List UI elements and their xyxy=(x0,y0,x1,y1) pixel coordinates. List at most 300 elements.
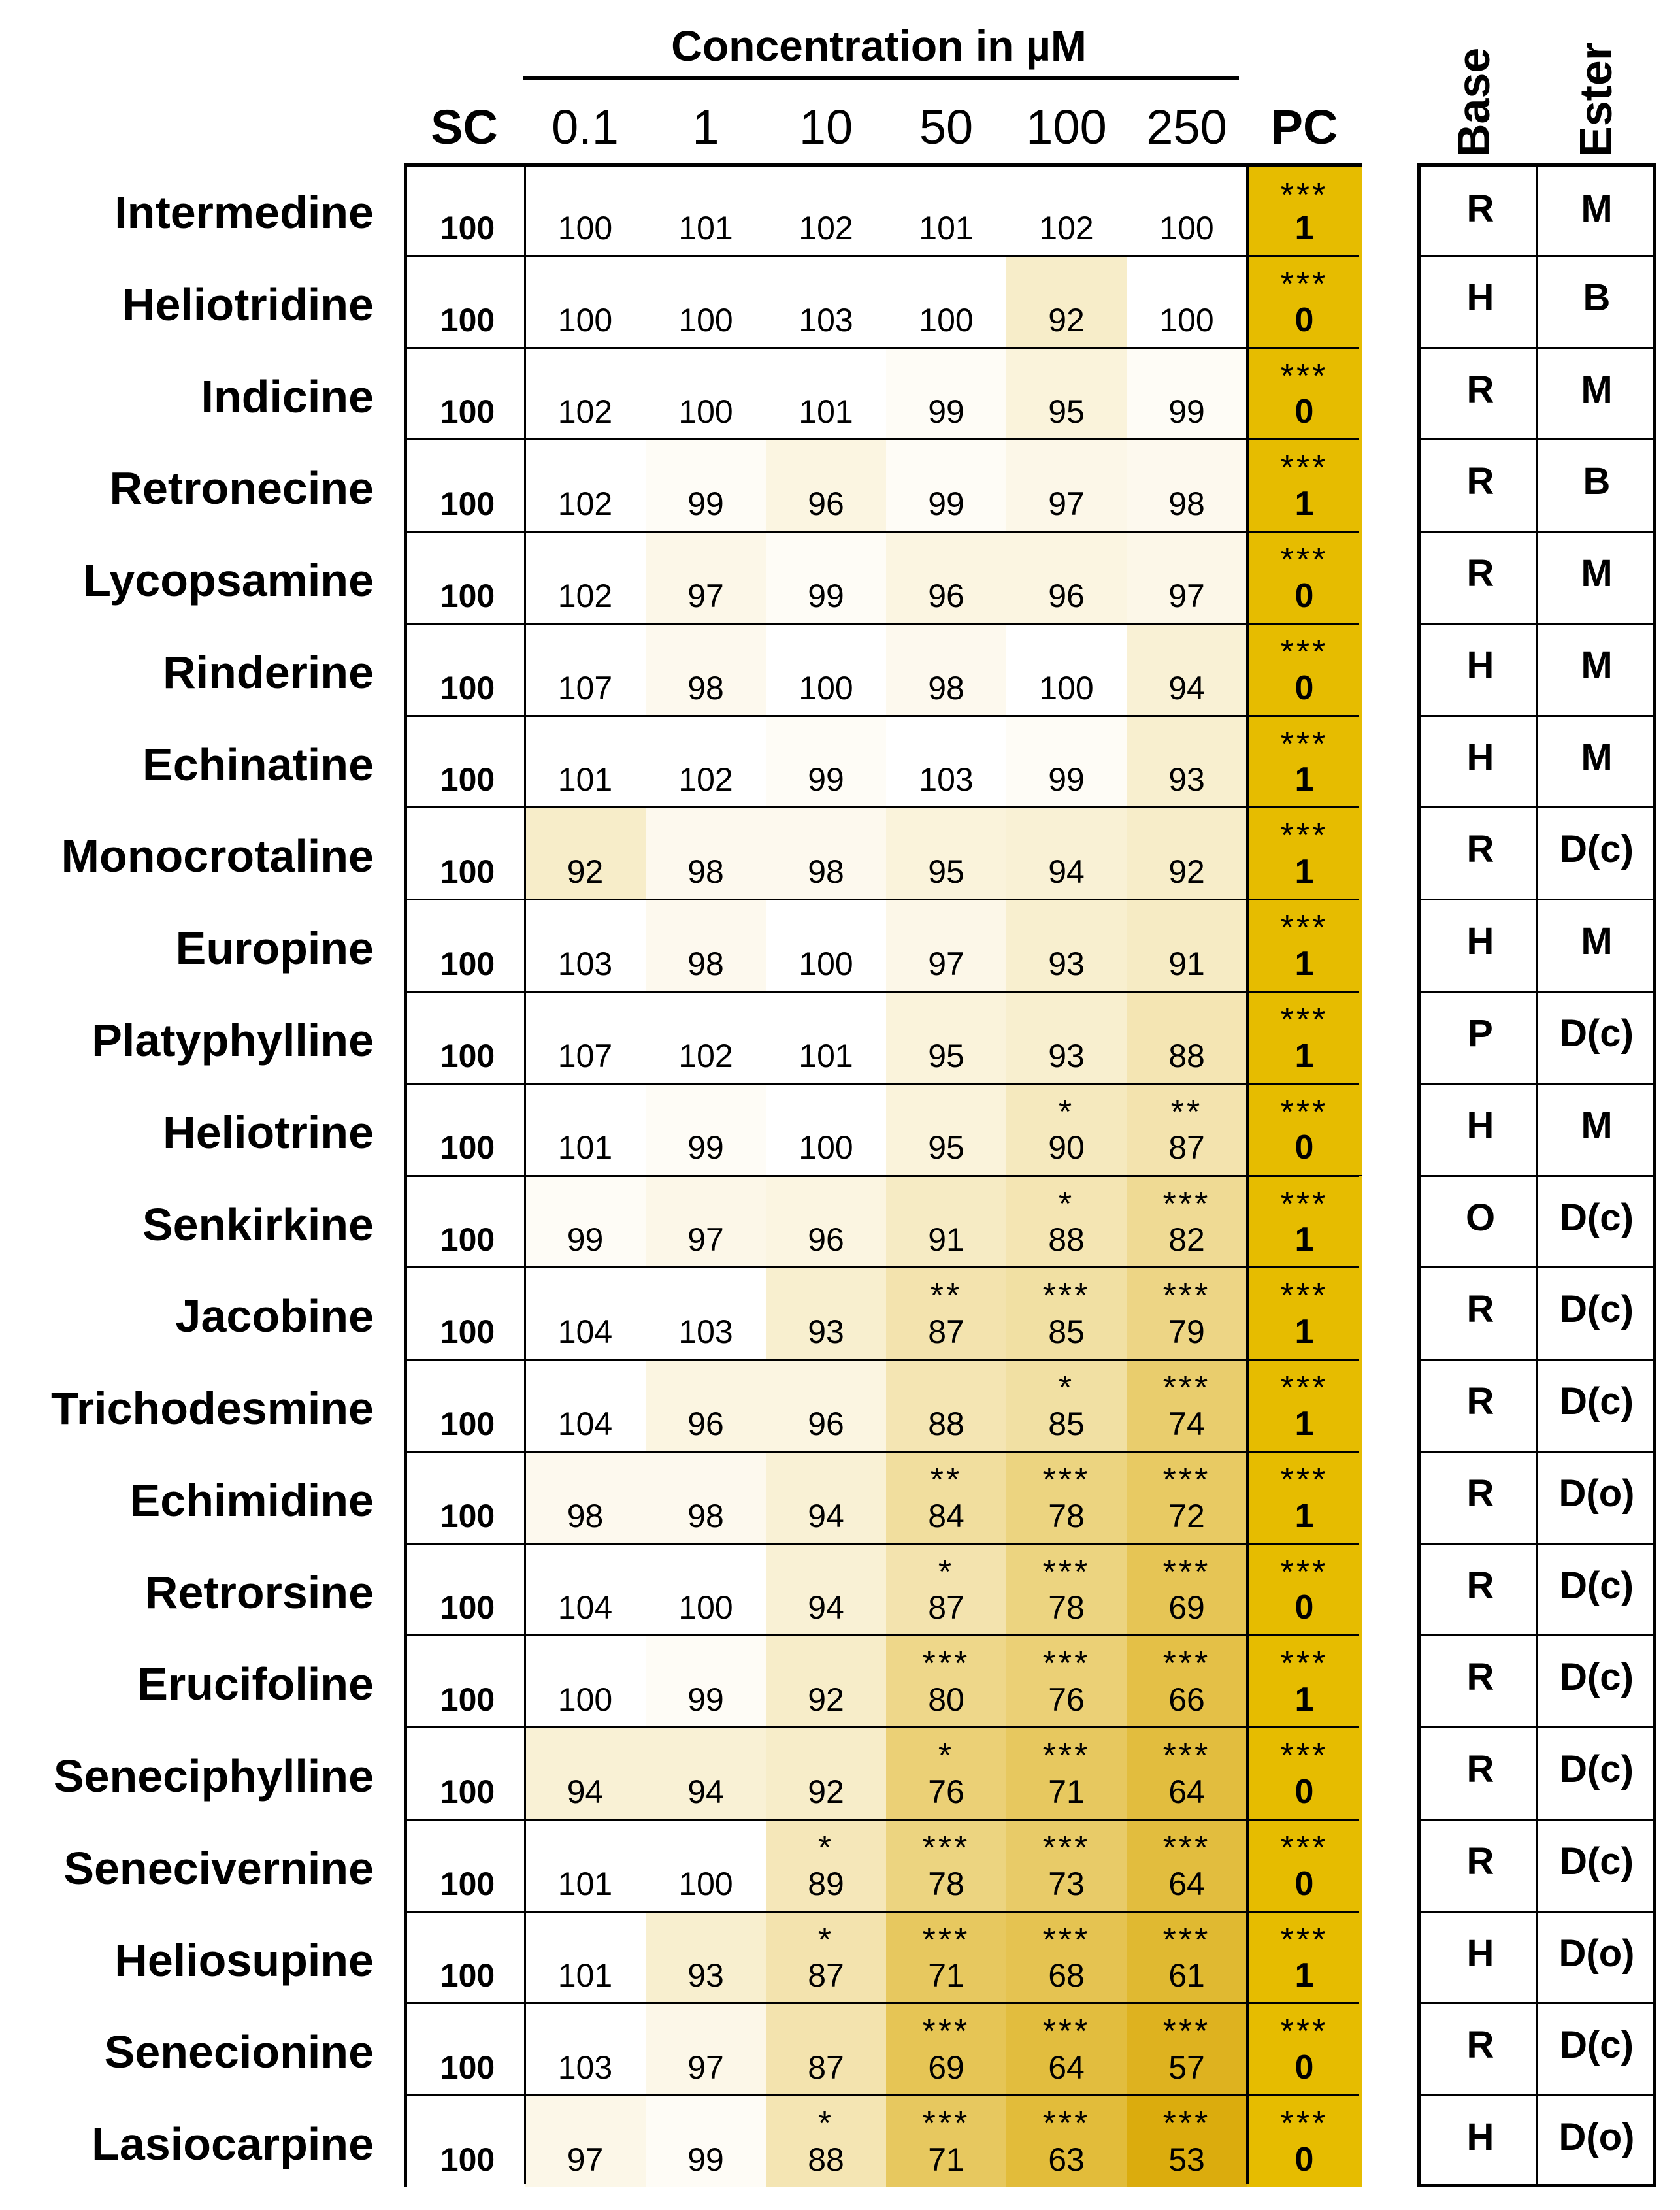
significance-stars: *** xyxy=(1162,1737,1211,1775)
cell-value: 98 xyxy=(808,853,844,891)
cell-value: 99 xyxy=(687,2141,724,2178)
base-cell: R xyxy=(1466,460,1494,503)
significance-stars: *** xyxy=(922,1645,970,1683)
cell-value: 95 xyxy=(928,853,964,891)
pc-significance: *** xyxy=(1280,541,1328,580)
row-divider xyxy=(407,1634,1359,1636)
heatmap-cell xyxy=(766,1543,886,1636)
base-cell: R xyxy=(1466,828,1494,871)
significance-stars xyxy=(886,266,1006,303)
significance-stars xyxy=(525,1645,646,1682)
heatmap-cell xyxy=(766,1359,886,1451)
significance-stars xyxy=(1006,266,1127,303)
heatmap-cell xyxy=(646,1727,766,1819)
heatmap-cell xyxy=(766,1083,886,1176)
row-label: Indicine xyxy=(201,371,374,422)
cell-value: 96 xyxy=(1048,577,1085,614)
heatmap-cell xyxy=(766,167,886,256)
significance-stars xyxy=(525,1370,646,1406)
cell-value: 100 xyxy=(678,1865,733,1902)
sc-cell xyxy=(407,623,528,716)
pc-significance: *** xyxy=(1280,1277,1328,1315)
row-divider xyxy=(407,531,1359,533)
heatmap-cell xyxy=(646,1267,766,1359)
significance-stars: *** xyxy=(1042,1460,1091,1499)
heatmap-cell xyxy=(646,439,766,531)
sc-value: 100 xyxy=(440,669,495,706)
cell-value: 71 xyxy=(928,1957,964,1994)
significance-stars xyxy=(1127,1002,1247,1038)
heatmap-cell xyxy=(886,1267,1006,1359)
ester-cell: D(c) xyxy=(1560,1656,1634,1699)
heatmap-cell xyxy=(1127,623,1247,716)
cell-value: 74 xyxy=(1168,1405,1205,1442)
significance-stars xyxy=(1127,726,1247,763)
base-cell: R xyxy=(1466,1564,1494,1607)
significance-stars xyxy=(525,266,646,303)
row-label: Intermedine xyxy=(114,187,374,238)
cell-value: 96 xyxy=(928,577,964,614)
cell-value: 79 xyxy=(1168,1313,1205,1351)
pc-cell xyxy=(1247,1727,1362,1819)
row-divider xyxy=(407,1819,1359,1821)
significance-stars: *** xyxy=(1042,2013,1091,2051)
column-header: SC xyxy=(431,100,498,154)
cell-value: 95 xyxy=(1048,393,1085,431)
cell-value: 103 xyxy=(557,2049,613,2086)
cell-value: 87 xyxy=(928,1589,964,1626)
pc-value: 1 xyxy=(1294,853,1314,891)
pc-cell xyxy=(1247,1267,1362,1359)
row-divider xyxy=(407,991,1359,993)
heatmap-cell xyxy=(525,1267,646,1359)
significance-stars xyxy=(646,1094,766,1130)
cell-value: 53 xyxy=(1168,2141,1205,2178)
ester-cell: M xyxy=(1581,552,1613,595)
ester-cell: D(c) xyxy=(1560,1288,1634,1331)
sc-cell xyxy=(407,167,528,256)
cell-value: 96 xyxy=(808,1405,844,1442)
cell-value: 94 xyxy=(1048,853,1085,891)
cell-value: 100 xyxy=(919,301,974,338)
significance-stars: *** xyxy=(1162,1460,1211,1499)
significance-stars xyxy=(646,1186,766,1223)
heatmap-cell xyxy=(1127,1083,1247,1176)
cell-value: 99 xyxy=(928,486,964,523)
heatmap-cell xyxy=(1006,531,1127,623)
cell-value: 96 xyxy=(808,486,844,523)
pc-cell xyxy=(1247,531,1362,623)
cell-value: 107 xyxy=(557,669,613,706)
cell-value: 88 xyxy=(1168,1037,1205,1074)
row-divider xyxy=(407,1083,1359,1085)
cell-value: 101 xyxy=(557,761,613,799)
significance-stars: ** xyxy=(1170,1093,1203,1131)
pc-value: 0 xyxy=(1294,2140,1314,2179)
pc-value: 0 xyxy=(1294,1772,1314,1811)
significance-stars xyxy=(646,726,766,763)
cell-value: 107 xyxy=(557,1037,613,1074)
significance-stars: *** xyxy=(1162,1277,1211,1315)
cell-value: 82 xyxy=(1168,1221,1205,1259)
pc-significance: *** xyxy=(1280,633,1328,671)
cell-value: 102 xyxy=(678,761,733,799)
significance-stars xyxy=(525,817,646,854)
pc-significance: *** xyxy=(1280,1553,1328,1591)
cell-value: 76 xyxy=(1048,1681,1085,1719)
sc-cell xyxy=(407,1176,528,1268)
cell-value: 99 xyxy=(567,1221,604,1259)
row-label: Retrorsine xyxy=(144,1566,374,1618)
significance-stars: * xyxy=(1058,1185,1075,1223)
row-divider xyxy=(407,623,1359,625)
cell-value: 93 xyxy=(1048,1037,1085,1074)
pc-cell xyxy=(1247,167,1362,256)
significance-stars xyxy=(646,1002,766,1038)
heatmap-cell xyxy=(646,623,766,716)
cell-value: 85 xyxy=(1048,1313,1085,1351)
heatmap-cell xyxy=(1127,1819,1247,1911)
heatmap-cell xyxy=(525,2003,646,2095)
cell-value: 100 xyxy=(557,1681,613,1719)
row-label: Platyphylline xyxy=(91,1014,374,1066)
pc-significance: *** xyxy=(1280,1737,1328,1775)
heatmap-cell xyxy=(766,623,886,716)
significance-stars xyxy=(886,1002,1006,1038)
significance-stars xyxy=(1006,1002,1127,1038)
row-label: Erucifoline xyxy=(137,1658,374,1710)
significance-stars xyxy=(646,634,766,670)
heatmap-cell xyxy=(886,1359,1006,1451)
cell-value: 92 xyxy=(1048,301,1085,338)
cell-value: 91 xyxy=(928,1221,964,1259)
cell-value: 104 xyxy=(557,1405,613,1442)
sc-cell xyxy=(407,1451,528,1543)
significance-stars xyxy=(1006,634,1127,670)
sc-cell xyxy=(407,2003,528,2095)
heatmap-cell xyxy=(766,1911,886,2004)
sc-value: 100 xyxy=(440,301,495,338)
sc-value: 100 xyxy=(440,393,495,431)
sc-value: 100 xyxy=(440,945,495,982)
heatmap-cell xyxy=(766,348,886,440)
significance-stars: *** xyxy=(1162,1645,1211,1683)
cell-value: 99 xyxy=(808,577,844,614)
heatmap-cell xyxy=(1127,807,1247,899)
cell-value: 80 xyxy=(928,1681,964,1719)
cell-value: 100 xyxy=(678,393,733,431)
cell-value: 100 xyxy=(557,301,613,338)
cell-value: 98 xyxy=(687,1497,724,1534)
pc-value: 0 xyxy=(1294,393,1314,431)
heatmap-cell xyxy=(525,167,646,256)
sc-value: 100 xyxy=(440,1957,495,1994)
significance-stars xyxy=(1006,358,1127,395)
heatmap-cell xyxy=(1006,167,1127,256)
cell-value: 100 xyxy=(799,669,853,706)
ester-cell: D(c) xyxy=(1560,2024,1634,2067)
heatmap-cell xyxy=(766,807,886,899)
heatmap-cell xyxy=(1127,991,1247,1083)
heatmap-cell xyxy=(766,991,886,1083)
significance-stars: * xyxy=(938,1553,955,1591)
cell-value: 89 xyxy=(808,1865,844,1902)
significance-stars xyxy=(766,1738,886,1774)
heatmap-cell xyxy=(886,1819,1006,1911)
cell-value: 102 xyxy=(1039,209,1094,246)
cell-value: 88 xyxy=(928,1405,964,1442)
cell-value: 88 xyxy=(1048,1221,1085,1259)
significance-stars xyxy=(886,634,1006,670)
cell-value: 99 xyxy=(687,1129,724,1166)
pc-value: 1 xyxy=(1294,1496,1314,1535)
ester-cell: D(o) xyxy=(1558,1932,1635,1975)
column-divider xyxy=(524,167,526,2184)
heatmap-cell xyxy=(886,623,1006,716)
significance-stars xyxy=(766,1002,886,1038)
heatmap-cell xyxy=(1006,1819,1127,1911)
column-header: 250 xyxy=(1146,100,1227,154)
significance-stars xyxy=(525,1278,646,1314)
heatmap-cell xyxy=(1006,991,1127,1083)
significance-stars xyxy=(646,2105,766,2142)
significance-stars: ** xyxy=(930,1460,963,1499)
significance-stars: * xyxy=(817,1828,834,1867)
cell-value: 101 xyxy=(919,209,974,246)
row-label: Monocrotaline xyxy=(61,831,374,882)
significance-stars xyxy=(525,2013,646,2050)
ester-cell: M xyxy=(1581,920,1613,963)
heatmap-cell xyxy=(646,2095,766,2187)
significance-stars xyxy=(646,2013,766,2050)
classification-table xyxy=(1417,163,1656,2187)
significance-stars: *** xyxy=(1162,2013,1211,2051)
cell-value: 98 xyxy=(567,1497,604,1534)
pc-value: 0 xyxy=(1294,2049,1314,2087)
heatmap-cell xyxy=(1127,256,1247,348)
cell-value: 103 xyxy=(799,301,853,338)
significance-stars xyxy=(1127,910,1247,946)
sc-cell xyxy=(407,439,528,531)
significance-stars xyxy=(886,1186,1006,1223)
significance-stars xyxy=(886,817,1006,854)
heatmap-cell xyxy=(646,1083,766,1176)
column-divider xyxy=(1246,167,1249,2184)
pc-value: 0 xyxy=(1294,1864,1314,1903)
column-header: 1 xyxy=(692,100,719,154)
pc-value: 0 xyxy=(1294,668,1314,707)
heatmap-cell xyxy=(525,1727,646,1819)
sc-value: 100 xyxy=(440,1037,495,1074)
cell-value: 101 xyxy=(557,1957,613,1994)
heatmap-cell xyxy=(1006,1176,1127,1268)
heatmap-cell xyxy=(1127,531,1247,623)
pc-value: 1 xyxy=(1294,1681,1314,1719)
heatmap-cell xyxy=(525,1911,646,2004)
pc-value: 1 xyxy=(1294,1221,1314,1259)
base-cell: R xyxy=(1466,188,1494,230)
cell-value: 97 xyxy=(687,1221,724,1259)
sc-cell xyxy=(407,256,528,348)
pc-cell xyxy=(1247,2003,1362,2095)
sc-value: 100 xyxy=(440,1681,495,1719)
row-label: Europine xyxy=(175,923,374,974)
significance-stars xyxy=(646,358,766,395)
ester-cell: D(c) xyxy=(1560,1012,1634,1055)
significance-stars: *** xyxy=(1162,1369,1211,1408)
cell-value: 92 xyxy=(808,1773,844,1810)
pc-significance: *** xyxy=(1280,2105,1328,2143)
heatmap-cell xyxy=(766,439,886,531)
base-cell: H xyxy=(1466,1932,1494,1975)
sc-cell xyxy=(407,1911,528,2004)
heatmap-cell xyxy=(1006,1727,1127,1819)
heatmap-cell xyxy=(525,1083,646,1176)
significance-stars xyxy=(646,1278,766,1314)
ester-cell: D(c) xyxy=(1560,1196,1634,1239)
sc-value: 100 xyxy=(440,1773,495,1810)
significance-stars xyxy=(886,910,1006,946)
base-cell: R xyxy=(1466,1656,1494,1699)
significance-stars xyxy=(766,1645,886,1682)
cell-value: 99 xyxy=(1048,761,1085,799)
row-label: Echimidine xyxy=(129,1474,374,1526)
row-divider xyxy=(407,1543,1359,1545)
heatmap-cell xyxy=(525,991,646,1083)
heatmap-cell xyxy=(766,1635,886,1727)
pc-significance: *** xyxy=(1280,1369,1328,1408)
significance-stars xyxy=(766,542,886,578)
row-label: Heliosupine xyxy=(114,1934,374,1986)
sc-cell xyxy=(407,1267,528,1359)
heatmap-cell xyxy=(1127,1635,1247,1727)
pc-significance: *** xyxy=(1280,1000,1328,1039)
cell-value: 99 xyxy=(687,486,724,523)
significance-stars xyxy=(525,1186,646,1223)
heatmap-cell xyxy=(525,1451,646,1543)
heatmap-cell xyxy=(1127,1359,1247,1451)
cell-value: 99 xyxy=(687,1681,724,1719)
cell-value: 100 xyxy=(1159,301,1214,338)
pc-value: 1 xyxy=(1294,1404,1314,1443)
pc-cell xyxy=(1247,439,1362,531)
cell-value: 100 xyxy=(678,301,733,338)
cell-value: 94 xyxy=(1168,669,1205,706)
significance-stars xyxy=(646,450,766,486)
sc-cell xyxy=(407,531,528,623)
sc-cell xyxy=(407,716,528,808)
cell-value: 94 xyxy=(687,1773,724,1810)
sc-value: 100 xyxy=(440,1497,495,1534)
title-underline xyxy=(523,76,1239,80)
row-label: Senecivernine xyxy=(63,1842,374,1894)
column-header: 0.1 xyxy=(552,100,619,154)
heatmap-cell xyxy=(1127,1267,1247,1359)
heatmap-cell xyxy=(525,1176,646,1268)
cell-value: 101 xyxy=(678,209,733,246)
significance-stars xyxy=(766,1554,886,1591)
heatmap-cell xyxy=(766,256,886,348)
row-divider xyxy=(407,347,1359,349)
heatmap-cell xyxy=(1006,807,1127,899)
chart-title: Concentration in µM xyxy=(671,22,1087,70)
sc-cell xyxy=(407,1359,528,1451)
significance-stars xyxy=(525,1554,646,1591)
heatmap-cell xyxy=(1127,167,1247,256)
cell-value: 98 xyxy=(1168,486,1205,523)
heatmap-cell xyxy=(646,256,766,348)
significance-stars xyxy=(525,1002,646,1038)
heatmap-cell xyxy=(886,899,1006,991)
significance-stars xyxy=(525,910,646,946)
significance-stars: *** xyxy=(1042,1553,1091,1591)
base-cell: R xyxy=(1466,1288,1494,1331)
significance-stars: *** xyxy=(1042,1277,1091,1315)
ester-cell: M xyxy=(1581,1104,1613,1147)
heatmap-cell xyxy=(886,1451,1006,1543)
sc-cell xyxy=(407,1083,528,1176)
row-label: Seneciphylline xyxy=(53,1751,374,1802)
row-divider xyxy=(407,438,1359,440)
significance-stars xyxy=(886,358,1006,395)
cell-value: 61 xyxy=(1168,1957,1205,1994)
row-label: Trichodesmine xyxy=(50,1383,374,1434)
row-divider xyxy=(407,1726,1359,1728)
significance-stars xyxy=(766,726,886,763)
cell-value: 99 xyxy=(1168,393,1205,431)
sc-value: 100 xyxy=(440,1221,495,1259)
significance-stars xyxy=(1006,817,1127,854)
heatmap-cell xyxy=(646,899,766,991)
heatmap-cell xyxy=(1006,256,1127,348)
cell-value: 98 xyxy=(687,853,724,891)
cell-value: 92 xyxy=(567,853,604,891)
heatmap-cell xyxy=(646,807,766,899)
pc-cell xyxy=(1247,348,1362,440)
sc-value: 100 xyxy=(440,2141,495,2178)
ester-cell: D(o) xyxy=(1558,2116,1635,2159)
heatmap-cell xyxy=(1006,439,1127,531)
heatmap-cell xyxy=(1127,2095,1247,2187)
cell-value: 85 xyxy=(1048,1405,1085,1442)
cell-value: 100 xyxy=(1039,669,1094,706)
base-cell: R xyxy=(1466,1472,1494,1515)
pc-value: 0 xyxy=(1294,576,1314,615)
cell-value: 96 xyxy=(687,1405,724,1442)
heatmap-cell xyxy=(766,1267,886,1359)
pc-significance: *** xyxy=(1280,176,1328,214)
pc-value: 1 xyxy=(1294,944,1314,983)
cell-value: 94 xyxy=(808,1589,844,1626)
base-cell: P xyxy=(1468,1012,1493,1055)
row-label: Lycopsamine xyxy=(83,555,374,606)
cell-value: 71 xyxy=(928,2141,964,2178)
ester-cell: D(c) xyxy=(1560,1564,1634,1607)
cell-value: 98 xyxy=(687,669,724,706)
pc-cell xyxy=(1247,991,1362,1083)
cell-value: 99 xyxy=(928,393,964,431)
pc-value: 1 xyxy=(1294,761,1314,799)
pc-significance: *** xyxy=(1280,725,1328,763)
base-cell: R xyxy=(1466,552,1494,595)
cell-value: 63 xyxy=(1048,2141,1085,2178)
cell-value: 95 xyxy=(928,1037,964,1074)
pc-value: 1 xyxy=(1294,1036,1314,1075)
cell-value: 98 xyxy=(928,669,964,706)
pc-significance: *** xyxy=(1280,265,1328,303)
sc-value: 100 xyxy=(440,761,495,799)
significance-stars xyxy=(766,817,886,854)
